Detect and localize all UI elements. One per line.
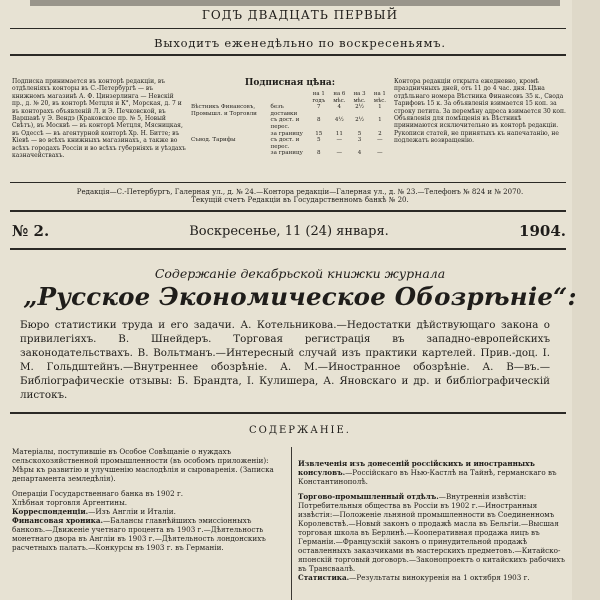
- price-cell: [190, 150, 270, 157]
- price-cell: за границу: [270, 150, 303, 157]
- table-row: [190, 137, 390, 150]
- price-header-cell: на 1 годъ: [312, 91, 326, 104]
- price-header-cell: на 3 мѣс.: [353, 91, 366, 104]
- price-table: [190, 91, 390, 157]
- table-row: [190, 104, 390, 117]
- price-cell: 15: [315, 130, 323, 137]
- section-label: Торгово-промышленный отдѣлъ.: [298, 492, 439, 501]
- section-text: —Внутреннія извѣстія: Потребительныя общества въ Россіи въ 1902 г.—Иностранныя извѣстія:—Положеніе льняной промышленности въ Соединенномъ Королевствѣ.—Новый законъ о продажѣ масла въ Бельгіи.—Высшая торговая школа въ Берлинѣ.—Кооперативная продажа яицъ въ Германіи.—Французскій законъ о принудительной продажѣ оставленныхъ заказчиками въ мастерскихъ предметовъ.—Китайско-японскій торговый договоръ.—Законопроектъ о китайскихъ рабочихъ въ Трансваалѣ.: [298, 492, 565, 573]
- list-item: [298, 492, 566, 573]
- price-header-cell: на 1 мѣс.: [373, 91, 386, 104]
- price-cell: съ дост. и перес.: [270, 117, 300, 130]
- price-cell: 2½: [355, 104, 365, 111]
- rule: [10, 54, 566, 56]
- materials-paragraph: Матеріалы, поступившіе въ Особое Совѣщаніе о нуждахъ сельскохозяйственной промышленности (въ особомъ приложеніи): Мѣры къ развитію и улучшенію маслодѣлія и сыроваренія. (Записка департамента земледѣлія).: [12, 447, 274, 483]
- section-text: —Изъ Англіи и Италіи.: [88, 507, 176, 516]
- price-cell: 1: [378, 117, 382, 124]
- price-cell: 2½: [355, 117, 365, 124]
- issue-row: [12, 222, 566, 246]
- list-item: [298, 459, 566, 486]
- journal-contents-heading: Содержаніе декабрьской книжки журнала: [154, 266, 446, 281]
- section-label: Извлеченія изъ донесеній россійскихъ и иностранныхъ консуловъ.: [298, 459, 535, 477]
- price-header-cell: [270, 91, 309, 104]
- subscription-right-text: Контора редакціи открыта ежедневно, кромѣ праздничныхъ дней, отъ 11 до 4 час. дня. Цѣна отдѣльнаго номера Вѣстника Финансовъ 35 к., Свода Тарифовъ 15 к. За объявленія взимается 15 коп. за строку петита. За перемѣну адреса взимается 30 коп. Объявленія для помѣщенія въ Вѣстникѣ принимаются исключительно въ конторѣ редакціи. Рукописи статей, не принятыхъ къ напечатанію, не подлежатъ возвращенію.: [394, 78, 566, 145]
- price-cell: Съвод. Тарифы: [191, 137, 236, 144]
- list-item: [12, 516, 284, 552]
- rule: [10, 182, 566, 183]
- issue-number: № 2.: [12, 222, 50, 240]
- section-text: —Результаты винокуренія на 1 октября 1903 г.: [349, 573, 530, 582]
- rule: [10, 248, 566, 250]
- price-header-cell: на 6 мѣс.: [333, 91, 346, 104]
- rule: [10, 412, 566, 414]
- price-title: Подписная цѣна:: [244, 78, 336, 88]
- price-cell: 5: [317, 137, 321, 144]
- rule: [10, 28, 566, 29]
- contents-left-column: [12, 447, 284, 552]
- list-item: [12, 507, 284, 516]
- list-item: Хлѣбная торговля Аргентины.: [12, 498, 128, 507]
- price-cell: 4: [357, 150, 362, 157]
- list-item: Операціи Государственнаго банка въ 1902 г.: [12, 489, 184, 498]
- price-cell: 1: [378, 104, 382, 111]
- section-label: Корреспонденціи.: [12, 507, 89, 516]
- address-line: Редакція—С.-Петербургъ, Галерная ул., д. № 24.—Контора редакціи—Галерная ул., д. № 23.—Телефонъ № 824 и № 2070.: [76, 188, 524, 196]
- issue-year: 1904.: [519, 222, 566, 240]
- address-block: [0, 188, 600, 205]
- price-cell: —: [377, 150, 383, 157]
- year-line: ГОДЪ ДВАДЦАТЬ ПЕРВЫЙ: [201, 8, 399, 22]
- price-cell: 3: [357, 137, 362, 144]
- price-cell: 2: [378, 130, 382, 137]
- price-block: [190, 78, 390, 157]
- subscription-left-text: Подписка принимается въ конторѣ редакціи, въ отдѣленіяхъ конторы въ С.-Петербургѣ — въ книжномъ магазинѣ А. Ф. Цинзерлинга — Невскій пр., д. № 20, въ конторѣ Метцля и К°, Морская, д. 7 и въ конторахъ объявленій Л. и Э. Печковской, въ Варшавѣ у Э. Вендэ (Краковское пр. № 5, Новый Свѣтъ), въ Москвѣ — въ конторѣ Метцля, Мясницкая, въ Одессѣ — въ агентурной конторѣ Хр. Н. Битте; въ Кіевѣ — во всѣхъ книжныхъ магазинахъ, а также во всѣхъ городахъ Россіи и во всѣхъ губерніяхъ и уѣздахъ казначействахъ.: [12, 78, 186, 160]
- price-cell: 4: [337, 104, 342, 111]
- price-cell: —: [336, 137, 343, 144]
- section-title: СОДЕРЖАНІЕ.: [249, 425, 351, 436]
- masthead-fragment: [30, 0, 560, 6]
- journal-contents: Бюро статистики труда и его задачи. А. Котельникова.—Недостатки дѣйствующаго закона о привилегіяхъ. В. Шнейдеръ. Торговая регистрація въ западно-европейскихъ законодательствахъ. В. Вольтманъ.—Интересный случай изъ практики картелей. Прив.-доц. І. М. Гольдштейнъ.—Внутреннее обозрѣніе. А. М.—Иностранное обозрѣніе. А. В—въ.—Библіографическіе отзывы: Б. Брандта, І. Кулишера, А. Яновскаго и др. и библіографическій листокъ.: [20, 319, 550, 401]
- price-cell: 5: [357, 130, 362, 137]
- price-cell: 4½: [334, 117, 344, 124]
- table-row: [190, 150, 390, 157]
- price-cell: безъ доставки: [270, 104, 298, 117]
- price-cell: 11: [335, 130, 343, 137]
- contents-right-column: [298, 459, 566, 582]
- section-text: —Россійскаго въ Нью-Кастлѣ на Тайнѣ, германскаго въ Константинополѣ.: [298, 468, 557, 486]
- price-cell: 7: [317, 104, 321, 111]
- column-divider: [291, 447, 292, 600]
- price-cell: за границу: [270, 130, 303, 137]
- section-text: —Балансы главнѣйшихъ эмиссіонныхъ банковъ.—Движеніе учетнаго процента въ 1903 г.—Дѣятельность монетнаго двора въ Англіи въ 1903 г.—Дѣятельность лондонскихъ расчетныхъ палатъ.—Конкурсы въ 1903 г. въ Германіи.: [12, 516, 266, 552]
- weekly-line: Выходитъ еженедѣльно по воскресеньямъ.: [154, 36, 446, 50]
- price-header-cell: [190, 91, 270, 104]
- issue-date: Воскресенье, 11 (24) января.: [189, 224, 389, 239]
- price-table-header: [190, 91, 390, 104]
- section-label: Статистика.: [298, 573, 350, 582]
- price-cell: 8: [317, 150, 321, 157]
- price-cell: Вѣстникъ Финансовъ, Промышл. и Торговли: [191, 104, 257, 117]
- rule: [10, 210, 566, 212]
- price-cell: —: [336, 150, 343, 157]
- list-item: [298, 573, 566, 582]
- table-row: [190, 117, 390, 130]
- journal-title: „Русское Экономическое Обозрѣніе“:: [23, 282, 577, 311]
- price-cell: съ дост. и перес.: [270, 137, 300, 150]
- section-label: Финансовая хроника.: [12, 516, 104, 525]
- account-line: Текущій счетъ Редакціи въ Государственномъ банкѣ № 20.: [191, 196, 409, 205]
- price-cell: 8: [317, 117, 321, 124]
- price-cell: [190, 117, 270, 130]
- price-cell: —: [377, 137, 383, 144]
